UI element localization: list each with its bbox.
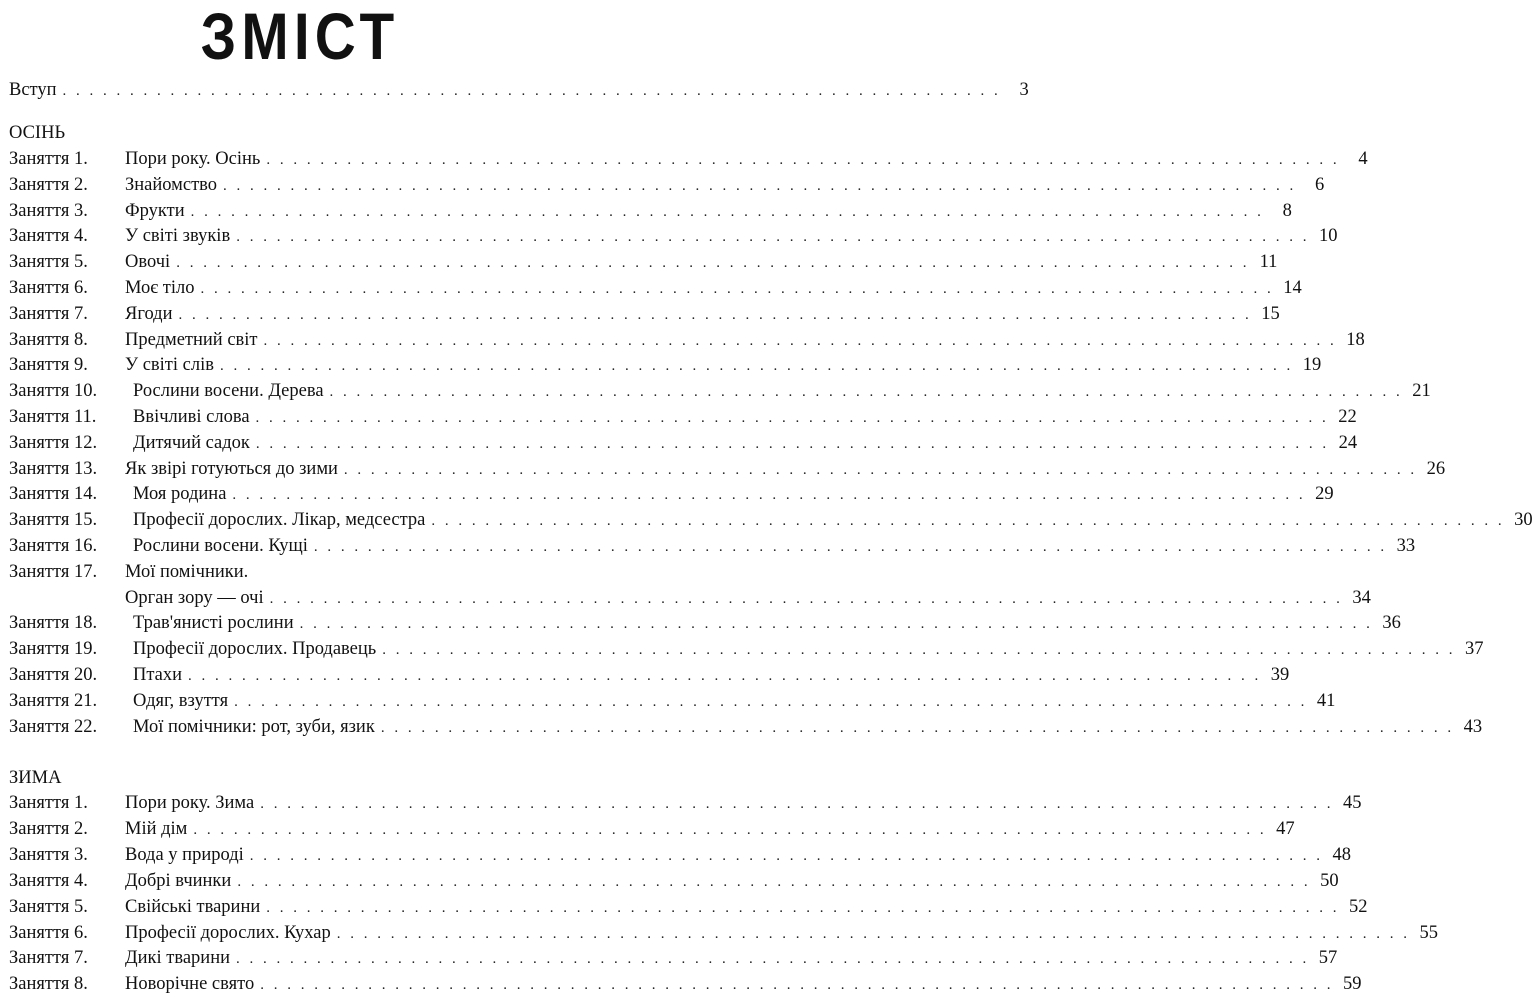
- toc-entry-page: 6: [1315, 174, 1325, 195]
- toc-entry-title: Як звірі готуються до зими: [125, 458, 338, 479]
- toc-entry-title: Рослини восени. Дерева: [133, 381, 324, 402]
- leader-dots: . . . . . . . . . . . . . . . . . . . . . . . . . . . . . . . . . . . . . . . . . . . . . . . . . . . . . . . . . . . . . . . . . . . . . . . . . . . . . . . .: [232, 487, 1306, 504]
- toc-entry[interactable]: [9, 894, 1368, 920]
- toc-entry[interactable]: [9, 868, 1339, 894]
- toc-entry-page: 22: [1338, 407, 1357, 427]
- toc-entry-page: 24: [1338, 432, 1358, 453]
- toc-entry-page: 33: [1396, 536, 1416, 556]
- leader-dots: . . . . . . . . . . . . . . . . . . . . . . . . . . . . . . . . . . . . . . . . . . . . . . . . . . . . . . . . . . . . . . . . . . . . . . . . . . . . . . . .: [382, 642, 1456, 659]
- toc-entry[interactable]: [9, 559, 593, 585]
- leader-dots: . . . . . . . . . . . . . . . . . . . . . . . . . . . . . . . . . . . . . . . . . . . . . . . . . . . . . . . . . . . . . . . . . . . . . . . . . . . . . . . .: [200, 281, 1274, 297]
- toc-entry-label: Заняття 16.: [9, 536, 98, 556]
- toc-entry[interactable]: [9, 223, 1338, 249]
- toc-entry-label: Заняття 6.: [9, 278, 88, 298]
- toc-entry-title: Професії дорослих. Продавець: [133, 639, 377, 660]
- leader-dots: . . . . . . . . . . . . . . . . . . . . . . . . . . . . . . . . . . . . . . . . . . . . . . . . . . . . . . . . . . . . . . . . . . . . . . . . . . . . . . . .: [249, 847, 1324, 864]
- toc-entry[interactable]: [9, 714, 1483, 740]
- toc-entry-label: Заняття 5.: [9, 252, 88, 273]
- toc-entry-label: Заняття 13.: [9, 458, 98, 479]
- toc-entry-page: 39: [1270, 665, 1290, 685]
- toc-entry-page: 43: [1463, 716, 1483, 737]
- toc-entry-page: 19: [1302, 355, 1322, 376]
- toc-entry[interactable]: [9, 198, 1292, 224]
- toc-entry-page: 15: [1261, 303, 1280, 324]
- leader-dots: . . . . . . . . . . . . . . . . . . . . . . . . . . . . . . . . . . . . . . . . . . . . . . . . . . . . . . . . . . . . . . . . . . . . . . . . . . . . . . . .: [266, 899, 1340, 916]
- leader-dots: . . . . . . . . . . . . . . . . . . . . . . . . . . . . . . . . . . . . . . . . . . . . . . . . . . . . . . . . . . . . . . . . . . . . . . . . . . . . . . . .: [380, 719, 1455, 736]
- toc-entry-title: Знайомство: [125, 174, 218, 195]
- toc-entry-page: 11: [1259, 252, 1278, 273]
- toc-entry-label: Заняття 8.: [9, 974, 88, 995]
- toc-entry-label: Заняття 17.: [9, 561, 98, 582]
- toc-entry-title: Дитячий садок: [133, 432, 250, 453]
- toc-entry-title: Предметний світ: [125, 329, 258, 350]
- leader-dots: . . . . . . . . . . . . . . . . . . . . . . . . . . . . . . . . . . . . . . . . . . . . . . . . . . . . . . . . . . . . . . . . . . . . . . . . . . . . . . . .: [336, 925, 1411, 942]
- leader-dots: . . . . . . . . . . . . . . . . . . . . . . . . . . . . . . . . . . . . . . . . . . . . . . . . . . . . . . . . . . . . . . . . . . . . . . . . . . . . . . . .: [431, 513, 1505, 530]
- toc-entry-label: Заняття 11.: [9, 407, 97, 427]
- toc-entry-title: Добрі вчинки: [125, 870, 232, 891]
- toc-entry-page: 52: [1349, 896, 1368, 917]
- leader-dots: . . . . . . . . . . . . . . . . . . . . . . . . . . . . . . . . . . . . . . . . . . . . . . . . . . . . . . . . . . . . . . . . . . . . . . . . . . . . . . . .: [178, 306, 1252, 323]
- toc-entry-page: 18: [1346, 329, 1365, 350]
- toc-entry-label: Заняття 8.: [9, 329, 88, 350]
- toc-entry-title: Ввічливі слова: [133, 407, 250, 427]
- leader-dots: . . . . . . . . . . . . . . . . . . . . . . . . . . . . . . . . . . . . . . . . . . . . . . . . . . . . . . . . . . . . . . . . . . . . . . . . . . . . . . . .: [329, 384, 1403, 401]
- leader-dots: . . . . . . . . . . . . . . . . . . . . . . . . . . . . . . . . . . . . . . . . . . . . . . . . . . . . . . . . . . . . . . . . . . . . . . . . . . . . . . . .: [299, 616, 1373, 633]
- toc-entry-page: 50: [1320, 870, 1339, 891]
- leader-dots: . . . . . . . . . . . . . . . . . . . . . . . . . . . . . . . . . . . . . . . . . . . . . . . . . . . . . . . . . . . . . . . . . . . . . . . . . . . . . . . .: [237, 873, 1311, 890]
- toc-entry[interactable]: [9, 481, 1334, 507]
- toc-entry-title: Свійські тварини: [125, 896, 261, 917]
- toc-entry-title: Моя родина: [133, 484, 227, 505]
- toc-entry-page: 30: [1514, 510, 1533, 531]
- toc-entry-page: 47: [1276, 818, 1295, 839]
- toc-entry-page: 21: [1412, 381, 1431, 402]
- toc-entry-title: Рослини восени. Кущі: [133, 536, 308, 556]
- toc-entry-label: Заняття 4.: [9, 226, 88, 247]
- page-title: ЗМІСТ: [200, 0, 400, 73]
- toc-entry-label: Заняття 22.: [9, 716, 98, 737]
- toc-entry-page: 55: [1419, 922, 1439, 943]
- toc-entry-label: Заняття 21.: [9, 690, 98, 711]
- toc-entry[interactable]: [9, 378, 1431, 404]
- toc-entry[interactable]: [9, 662, 1290, 688]
- toc-entry[interactable]: [9, 327, 1365, 353]
- toc-entry-label: Заняття 7.: [9, 948, 88, 969]
- leader-dots: . . . . . . . . . . . . . . . . . . . . . . . . . . . . . . . . . . . . . . . . . . . . . . . . . . . . . . . . . . . . . . . . . . . . . . . . . . . . . . . .: [188, 668, 1262, 684]
- toc-entry-title: Мій дім: [125, 818, 188, 839]
- toc-entry[interactable]: [9, 920, 1439, 946]
- toc-entry-label: Заняття 18.: [9, 613, 98, 634]
- toc-entry-page: 36: [1382, 613, 1401, 634]
- toc-entry-title: Новорічне свято: [125, 974, 255, 995]
- toc-entry-page: 57: [1318, 948, 1338, 969]
- leader-dots: . . . . . . . . . . . . . . . . . . . . . . . . . . . . . . . . . . . . . . . . . . . . . . . . . . . . . . . . . . . . . . . . . . . . . . . . . . . . . . . .: [236, 229, 1310, 246]
- toc-entry-title: Професії дорослих. Лікар, медсестра: [133, 510, 426, 531]
- toc-entry[interactable]: [9, 971, 1362, 997]
- leader-dots: . . . . . . . . . . . . . . . . . . . . . . . . . . . . . . . . . . . . . . . . . . . . . . . . . . . . . . . . . . . . . . . . . . . . . . . . . . . . . . . .: [343, 461, 1418, 478]
- toc-entry-label: Заняття 15.: [9, 510, 98, 531]
- toc-entry-title: Одяг, взуття: [133, 690, 229, 711]
- toc-entry-label: Заняття 2.: [9, 174, 88, 195]
- toc-entry-page: 14: [1283, 278, 1302, 298]
- toc-entry[interactable]: [9, 172, 1325, 198]
- leader-dots: . . . . . . . . . . . . . . . . . . . . . . . . . . . . . . . . . . . . . . . . . . . . . . . . . . . . . . . . . . . . . . . . . . . . . . . . . . . . . . . .: [255, 435, 1330, 452]
- toc-entry-page: 45: [1342, 793, 1362, 813]
- leader-dots: . . . . . . . . . . . . . . . . . . . . . . . . . . . . . . . . . . . . . . . . . . . . . . . . . . . . . . . . . . . . . . . . . . . . . . . . . . . . . . . .: [190, 203, 1264, 220]
- toc-entry-label: Заняття 4.: [9, 870, 88, 891]
- toc-entry[interactable]: [9, 585, 1371, 611]
- leader-dots: . . . . . . . . . . . . . . . . . . . . . . . . . . . . . . . . . . . . . . . . . . . . . . . . . . . . . . . . . . . . . . . . . . . . . . . . . . . . . . . .: [313, 539, 1388, 555]
- leader-dots: . . . . . . . . . . . . . . . . . . . . . . . . . . . . . . . . . . . . . . . . . . . . . . . . . . . . . . . . . . . . . . . . . . . . . . . . . . . . . . . .: [260, 796, 1334, 812]
- toc-entry-page: 26: [1426, 458, 1446, 479]
- toc-entry[interactable]: [9, 610, 1401, 636]
- toc-entry[interactable]: [9, 275, 1302, 301]
- toc-entry-label: Заняття 3.: [9, 844, 88, 865]
- toc-entry-intro[interactable]: [9, 77, 1029, 103]
- leader-dots: . . . . . . . . . . . . . . . . . . . . . . . . . . . . . . . . . . . . . . . . . . . . . . . . . . . . . . . . . . . . . . . . . . . . . . . . . . . . . . . .: [234, 693, 1308, 710]
- toc-entry-title: Вода у природі: [125, 844, 244, 865]
- toc-entry-title: Пори року. Осінь: [125, 149, 261, 169]
- toc-entry-label: Заняття 7.: [9, 303, 88, 324]
- toc-entry-label: Заняття 19.: [9, 639, 98, 660]
- leader-dots: . . . . . . . . . . . . . . . . . . . . . . . . . . . . . . . . . . . . . . . . . . . . . . . . . . . . . . . . . . . . . . . . . . . . . .: [62, 83, 1001, 99]
- toc-entry-title: Птахи: [133, 665, 183, 685]
- toc-entry-label: Заняття 2.: [9, 818, 88, 839]
- toc-entry-title: У світі звуків: [125, 226, 231, 247]
- toc-entry-page: 41: [1316, 690, 1336, 711]
- toc-entry[interactable]: [9, 688, 1336, 714]
- toc-entry[interactable]: [9, 249, 1278, 275]
- toc-entry-label: Заняття 12.: [9, 432, 98, 453]
- toc-entry-title: Ягоди: [125, 303, 173, 324]
- leader-dots: . . . . . . . . . . . . . . . . . . . . . . . . . . . . . . . . . . . . . . . . . . . . . . . . . . . . . . . . . . . . . . . . . . . . . . . . . . . . . . . .: [193, 821, 1267, 838]
- leader-dots: . . . . . . . . . . . . . . . . . . . . . . . . . . . . . . . . . . . . . . . . . . . . . . . . . . . . . . . . . . . . . . . . . . . . . . . . . . . . . . . .: [260, 977, 1334, 994]
- toc-entry-label: Заняття 1.: [9, 793, 88, 813]
- leader-dots: . . . . . . . . . . . . . . . . . . . . . . . . . . . . . . . . . . . . . . . . . . . . . . . . . . . . . . . . . . . . . . . . . . . . . . . . . . . . . . . .: [223, 177, 1297, 194]
- leader-dots: . . . . . . . . . . . . . . . . . . . . . . . . . . . . . . . . . . . . . . . . . . . . . . . . . . . . . . . . . . . . . . . . . . . . . . . . . . . . . . . .: [263, 332, 1337, 349]
- toc-entry-title: Мої помічники: рот, зуби, язик: [133, 716, 375, 737]
- toc-entry-title: Овочі: [125, 252, 171, 273]
- toc-entry[interactable]: [9, 842, 1352, 868]
- toc-entry-label: Заняття 3.: [9, 200, 88, 221]
- toc-entry-title: Моє тіло: [125, 278, 195, 298]
- toc-entry[interactable]: [9, 816, 1295, 842]
- toc-entry-page: 3: [1019, 80, 1029, 100]
- toc-entry[interactable]: [9, 507, 1533, 533]
- toc-entry-page: 59: [1342, 974, 1362, 995]
- toc-entry-label: Заняття 9.: [9, 355, 88, 376]
- toc-entry-label: Заняття 10.: [9, 381, 98, 402]
- section-heading-winter: ЗИМА: [9, 768, 62, 788]
- toc-entry-label: Заняття 14.: [9, 484, 98, 505]
- leader-dots: . . . . . . . . . . . . . . . . . . . . . . . . . . . . . . . . . . . . . . . . . . . . . . . . . . . . . . . . . . . . . . . . . . . . . . . . . . . . . . . .: [219, 358, 1294, 375]
- toc-entry[interactable]: [9, 533, 1416, 559]
- toc-entry-page: 4: [1358, 149, 1368, 169]
- toc-entry-label: Заняття 6.: [9, 922, 88, 943]
- toc-entry-label: Заняття 1.: [9, 149, 88, 169]
- toc-entry-page: 8: [1282, 200, 1292, 221]
- toc-entry-label: Заняття 5.: [9, 896, 88, 917]
- toc-entry-title: Професії дорослих. Кухар: [125, 922, 331, 943]
- toc-entry-title: Трав'янисті рослини: [133, 613, 294, 634]
- toc-entry[interactable]: [9, 790, 1362, 816]
- toc-entry[interactable]: [9, 636, 1484, 662]
- toc-entry-title: Мої помічники.: [125, 561, 249, 582]
- toc-entry[interactable]: [9, 404, 1357, 430]
- toc-entry-title: Пори року. Зима: [125, 793, 255, 813]
- toc-entry-page: 10: [1318, 226, 1338, 247]
- toc-entry-title: Дикі тварини: [125, 948, 231, 969]
- toc-entry-title: Вступ: [9, 80, 57, 100]
- toc-entry[interactable]: [9, 945, 1338, 971]
- leader-dots: . . . . . . . . . . . . . . . . . . . . . . . . . . . . . . . . . . . . . . . . . . . . . . . . . . . . . . . . . . . . . . . . . . . . . . . . . . . . . . . .: [255, 410, 1329, 426]
- toc-entry-label: Заняття 20.: [9, 665, 98, 685]
- toc-entry[interactable]: [9, 352, 1322, 378]
- toc-entry[interactable]: [9, 146, 1368, 172]
- leader-dots: . . . . . . . . . . . . . . . . . . . . . . . . . . . . . . . . . . . . . . . . . . . . . . . . . . . . . . . . . . . . . . . . . . . . . . . . . . . . . . . .: [266, 152, 1340, 168]
- toc-entry-title: Фрукти: [125, 200, 185, 221]
- toc-entry-title: Орган зору — очі: [125, 587, 264, 608]
- toc-entry[interactable]: [9, 430, 1358, 456]
- toc-entry-page: 34: [1352, 587, 1371, 608]
- toc-entry-page: 29: [1315, 484, 1334, 505]
- toc-entry-page: 37: [1464, 639, 1484, 660]
- leader-dots: . . . . . . . . . . . . . . . . . . . . . . . . . . . . . . . . . . . . . . . . . . . . . . . . . . . . . . . . . . . . . . . . . . . . . . . . . . . . . . . .: [236, 951, 1310, 968]
- toc-entry[interactable]: [9, 456, 1446, 482]
- section-heading-autumn: ОСІНЬ: [9, 123, 66, 143]
- leader-dots: . . . . . . . . . . . . . . . . . . . . . . . . . . . . . . . . . . . . . . . . . . . . . . . . . . . . . . . . . . . . . . . . . . . . . . . . . . . . . . . .: [176, 255, 1250, 272]
- toc-entry-title: У світі слів: [125, 355, 214, 376]
- toc-entry[interactable]: [9, 301, 1280, 327]
- leader-dots: . . . . . . . . . . . . . . . . . . . . . . . . . . . . . . . . . . . . . . . . . . . . . . . . . . . . . . . . . . . . . . . . . . . . . . . . . . . . . . . .: [269, 590, 1343, 607]
- toc-entry-page: 48: [1332, 844, 1352, 865]
